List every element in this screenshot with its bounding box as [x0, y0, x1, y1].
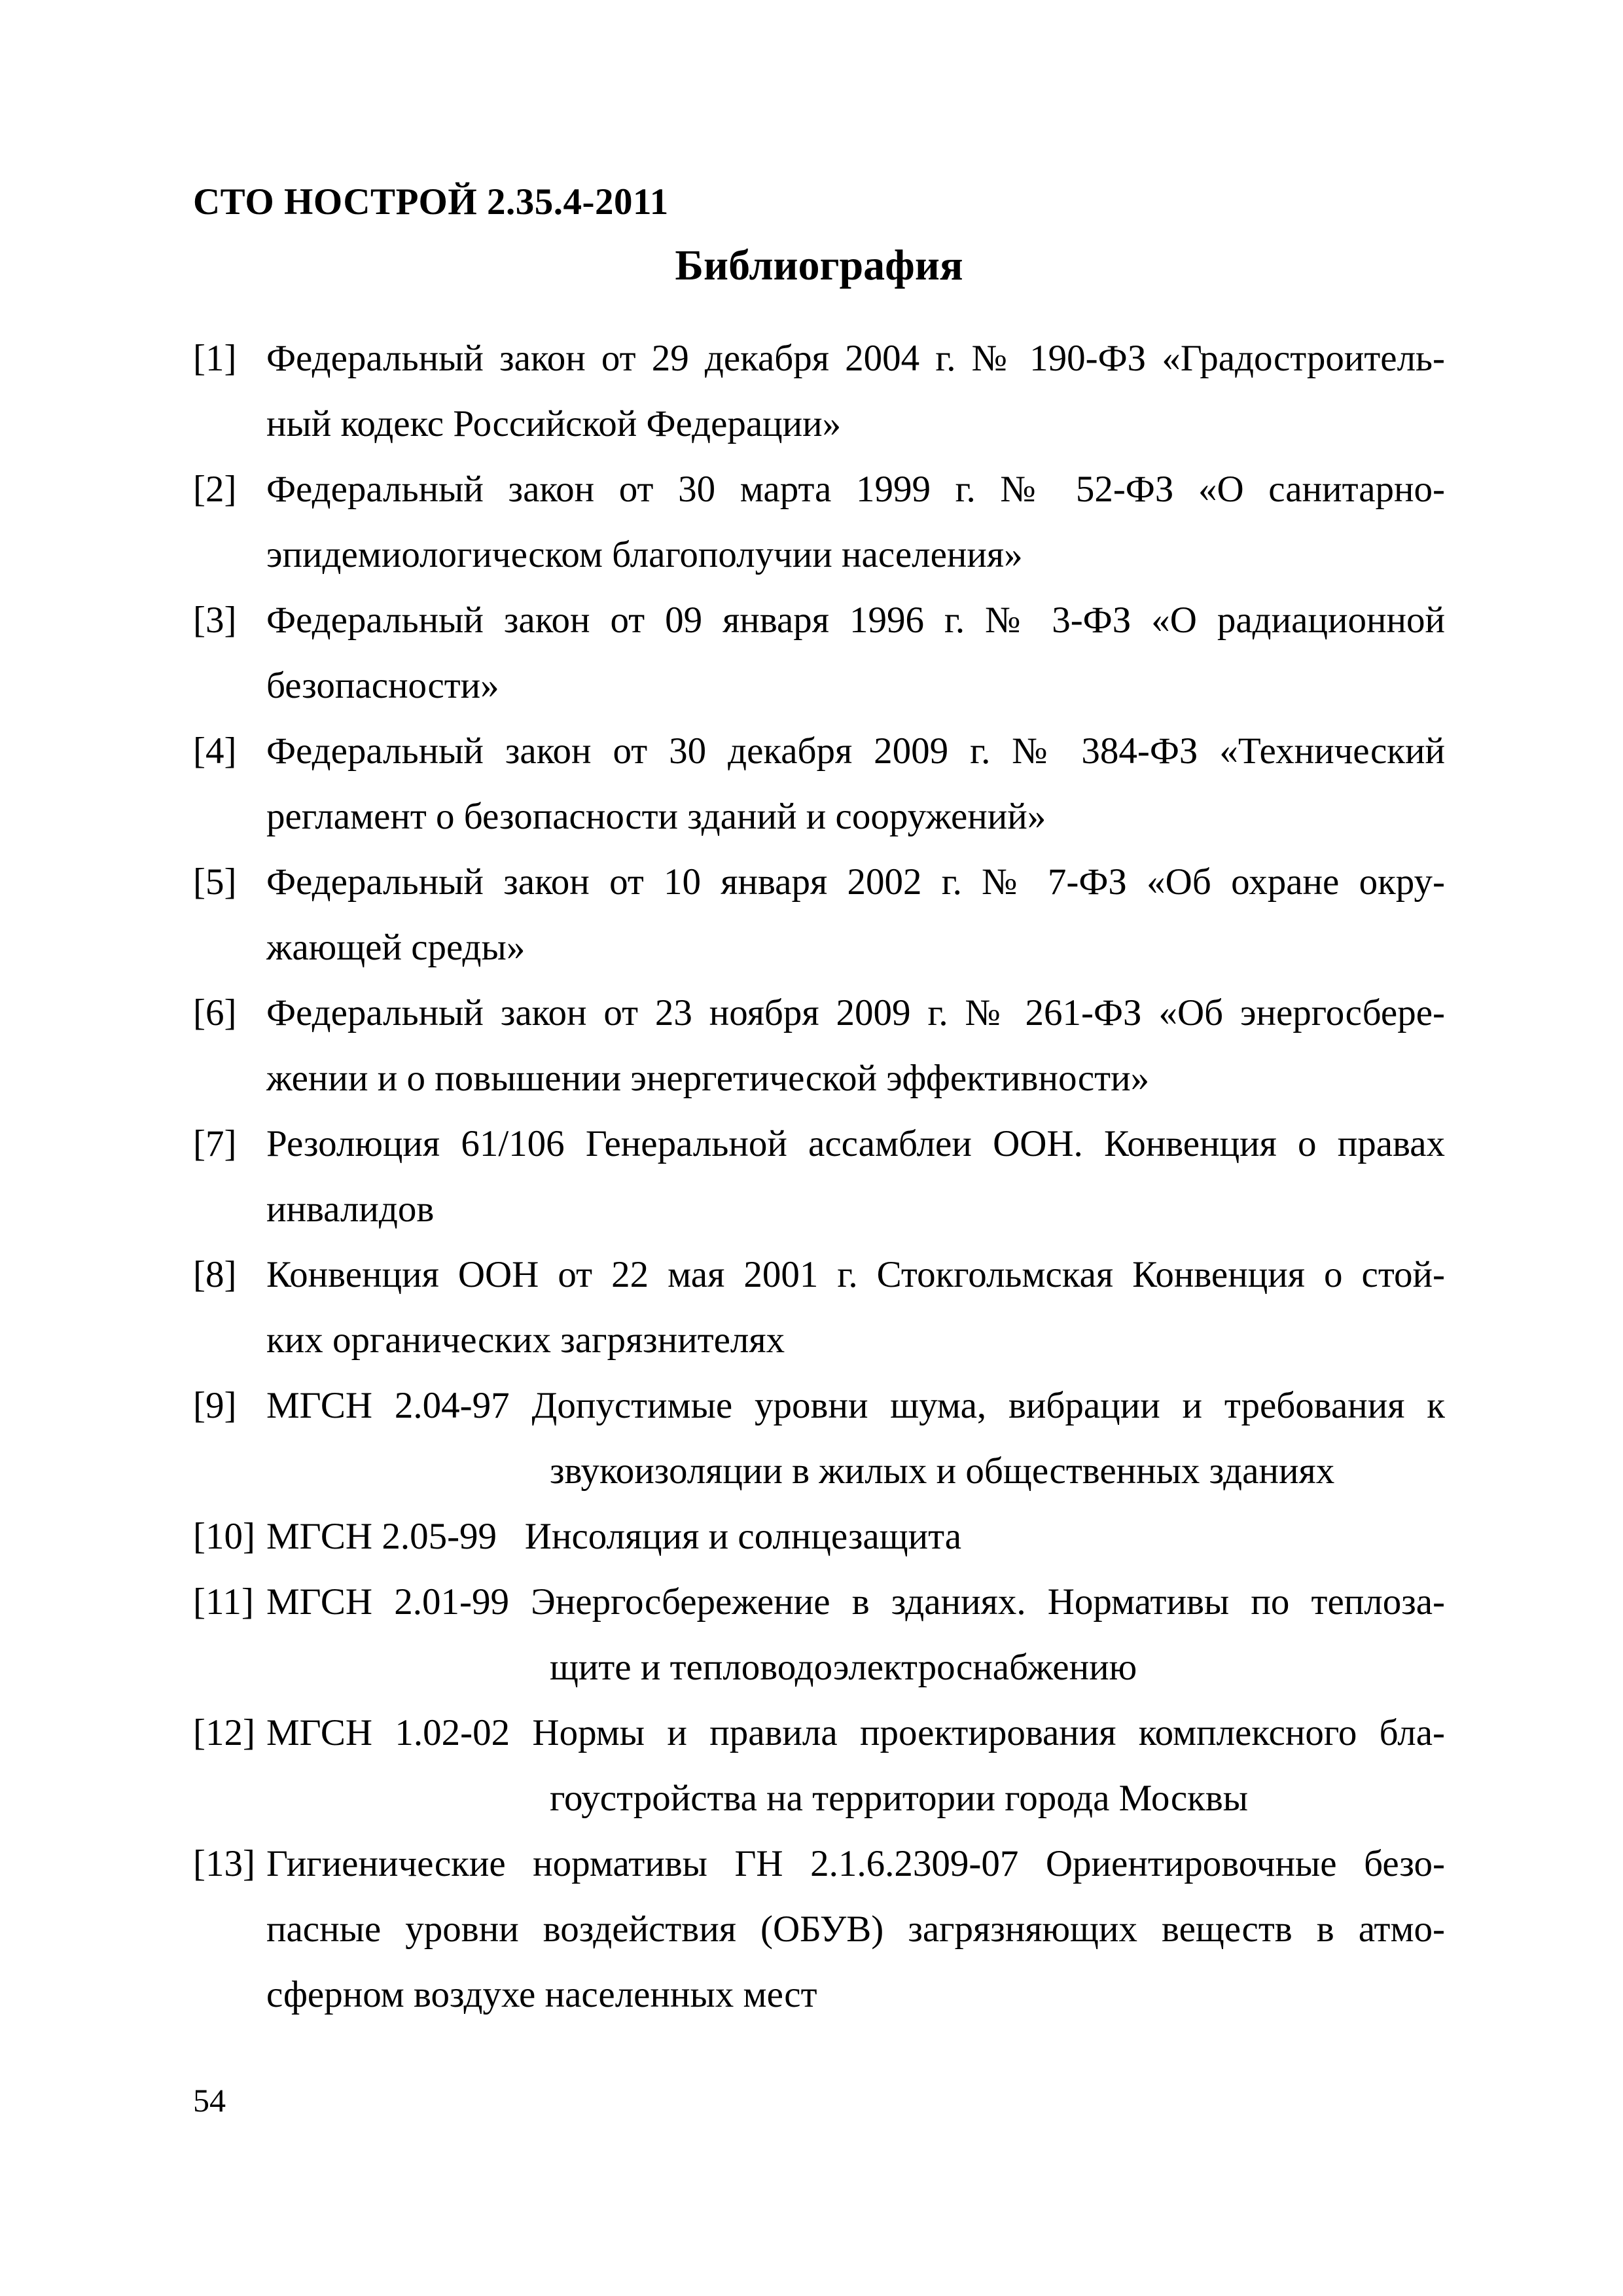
bibliography-entry-line: ких органических загрязнителях [266, 1319, 785, 1361]
bibliography-entry-line: жении и о повышении энергетической эффективности» [266, 1058, 1150, 1099]
bibliography-entry-text: Конвенция ООН от 22 мая 2001 г. Стокгольмская Конвенция о стой- [266, 1254, 1445, 1295]
bibliography-entry-line: инвалидов [266, 1189, 435, 1230]
bibliography-entry-number: [8] [193, 1254, 237, 1295]
bibliography-entry-line: звукоизоляции в жилых и общественных зданиях [550, 1450, 1335, 1492]
bibliography-entry-first-line [193, 1570, 1445, 1635]
bibliography-entry-first-line [193, 1373, 1445, 1439]
bibliography-entry-first-line [193, 719, 1445, 784]
bibliography-entry [193, 1504, 1445, 1570]
bibliography-entry-line: регламент о безопасности зданий и сооружений» [266, 796, 1046, 837]
bibliography-entry-number: [1] [193, 338, 237, 379]
bibliography-entry-first-line [193, 1111, 1445, 1177]
bibliography-entry-number: [3] [193, 600, 237, 641]
bibliography-entry [193, 1242, 1445, 1373]
bibliography-entry [193, 1570, 1445, 1700]
document-code: СТО НОСТРОЙ 2.35.4-2011 [193, 181, 669, 223]
bibliography-entry-number: [12] [193, 1712, 255, 1753]
bibliography-entry [193, 326, 1445, 457]
bibliography-entry-number: [13] [193, 1843, 255, 1884]
bibliography-entry-text: МГСН 2.01-99 Энергосбережение в зданиях. Нормативы по теплоза- [266, 1581, 1445, 1623]
bibliography-entry-first-line [193, 457, 1445, 522]
bibliography-entry-number: [11] [193, 1581, 254, 1623]
bibliography-entry-first-line [193, 588, 1445, 653]
bibliography-entry [193, 588, 1445, 719]
bibliography-entry-text: МГСН 2.04-97 Допустимые уровни шума, вибрации и требования к [266, 1385, 1445, 1426]
bibliography-entry-number: [9] [193, 1385, 237, 1426]
bibliography-entry-first-line [193, 1504, 1445, 1570]
bibliography-entry-number: [5] [193, 861, 237, 903]
bibliography-entry [193, 1831, 1445, 2028]
bibliography-entry-text: Федеральный закон от 10 января 2002 г. № 7-ФЗ «Об охране окру- [266, 861, 1445, 903]
bibliography-entry [193, 850, 1445, 980]
bibliography-entry-text: Федеральный закон от 09 января 1996 г. № 3-ФЗ «О радиационной [266, 600, 1445, 641]
bibliography-entry-line: пасные уровни воздействия (ОБУВ) загрязняющих веществ в атмо- [266, 1909, 1445, 1950]
bibliography-entry [193, 1111, 1445, 1242]
bibliography-entry-text: Федеральный закон от 23 ноября 2009 г. № 261-ФЗ «Об энергосбере- [266, 992, 1445, 1033]
bibliography-entry-text: Федеральный закон от 30 декабря 2009 г. № 384-ФЗ «Технический [266, 730, 1445, 772]
bibliography-list [193, 326, 1445, 2028]
bibliography-entry-number: [2] [193, 469, 237, 510]
bibliography-entry-text: Федеральный закон от 29 декабря 2004 г. № 190-ФЗ «Градостроитель- [266, 338, 1445, 379]
bibliography-entry-first-line [193, 1242, 1445, 1308]
bibliography-entry-first-line [193, 1831, 1445, 1897]
bibliography-entry-line: эпидемиологическом благополучии населения» [266, 534, 1023, 575]
bibliography-entry [193, 1373, 1445, 1504]
bibliography-entry-first-line [193, 326, 1445, 391]
bibliography-entry-text: Федеральный закон от 30 марта 1999 г. № 52-ФЗ «О санитарно- [266, 469, 1445, 510]
bibliography-entry-text: МГСН 2.05-99 Инсоляция и солнцезащита [266, 1516, 962, 1557]
bibliography-entry [193, 457, 1445, 588]
bibliography-entry-line: щите и тепловодоэлектроснабжению [550, 1647, 1137, 1688]
bibliography-entry [193, 980, 1445, 1111]
bibliography-entry-line: жающей среды» [266, 927, 526, 968]
bibliography-entry-number: [4] [193, 730, 237, 772]
bibliography-entry [193, 719, 1445, 850]
bibliography-entry-first-line [193, 850, 1445, 915]
bibliography-entry-number: [10] [193, 1516, 255, 1557]
bibliography-entry-first-line [193, 1700, 1445, 1766]
bibliography-entry-line: гоустройства на территории города Москвы [550, 1778, 1249, 1819]
bibliography-entry-text: Гигиенические нормативы ГН 2.1.6.2309-07 Ориентировочные безо- [266, 1843, 1445, 1884]
bibliography-entry-number: [6] [193, 992, 237, 1033]
bibliography-entry-text: Резолюция 61/106 Генеральной ассамблеи ООН. Конвенция о правах [266, 1123, 1445, 1164]
page-number: 54 [193, 2082, 226, 2119]
page-title: Библиография [675, 242, 963, 289]
bibliography-entry [193, 1700, 1445, 1831]
bibliography-entry-line: ный кодекс Российской Федерации» [266, 403, 842, 444]
bibliography-entry-first-line [193, 980, 1445, 1046]
bibliography-entry-text: МГСН 1.02-02 Нормы и правила проектирования комплексного бла- [266, 1712, 1445, 1753]
bibliography-entry-number: [7] [193, 1123, 237, 1164]
bibliography-entry-line: сферном воздухе населенных мест [266, 1974, 817, 2015]
bibliography-entry-line: безопасности» [266, 665, 499, 706]
